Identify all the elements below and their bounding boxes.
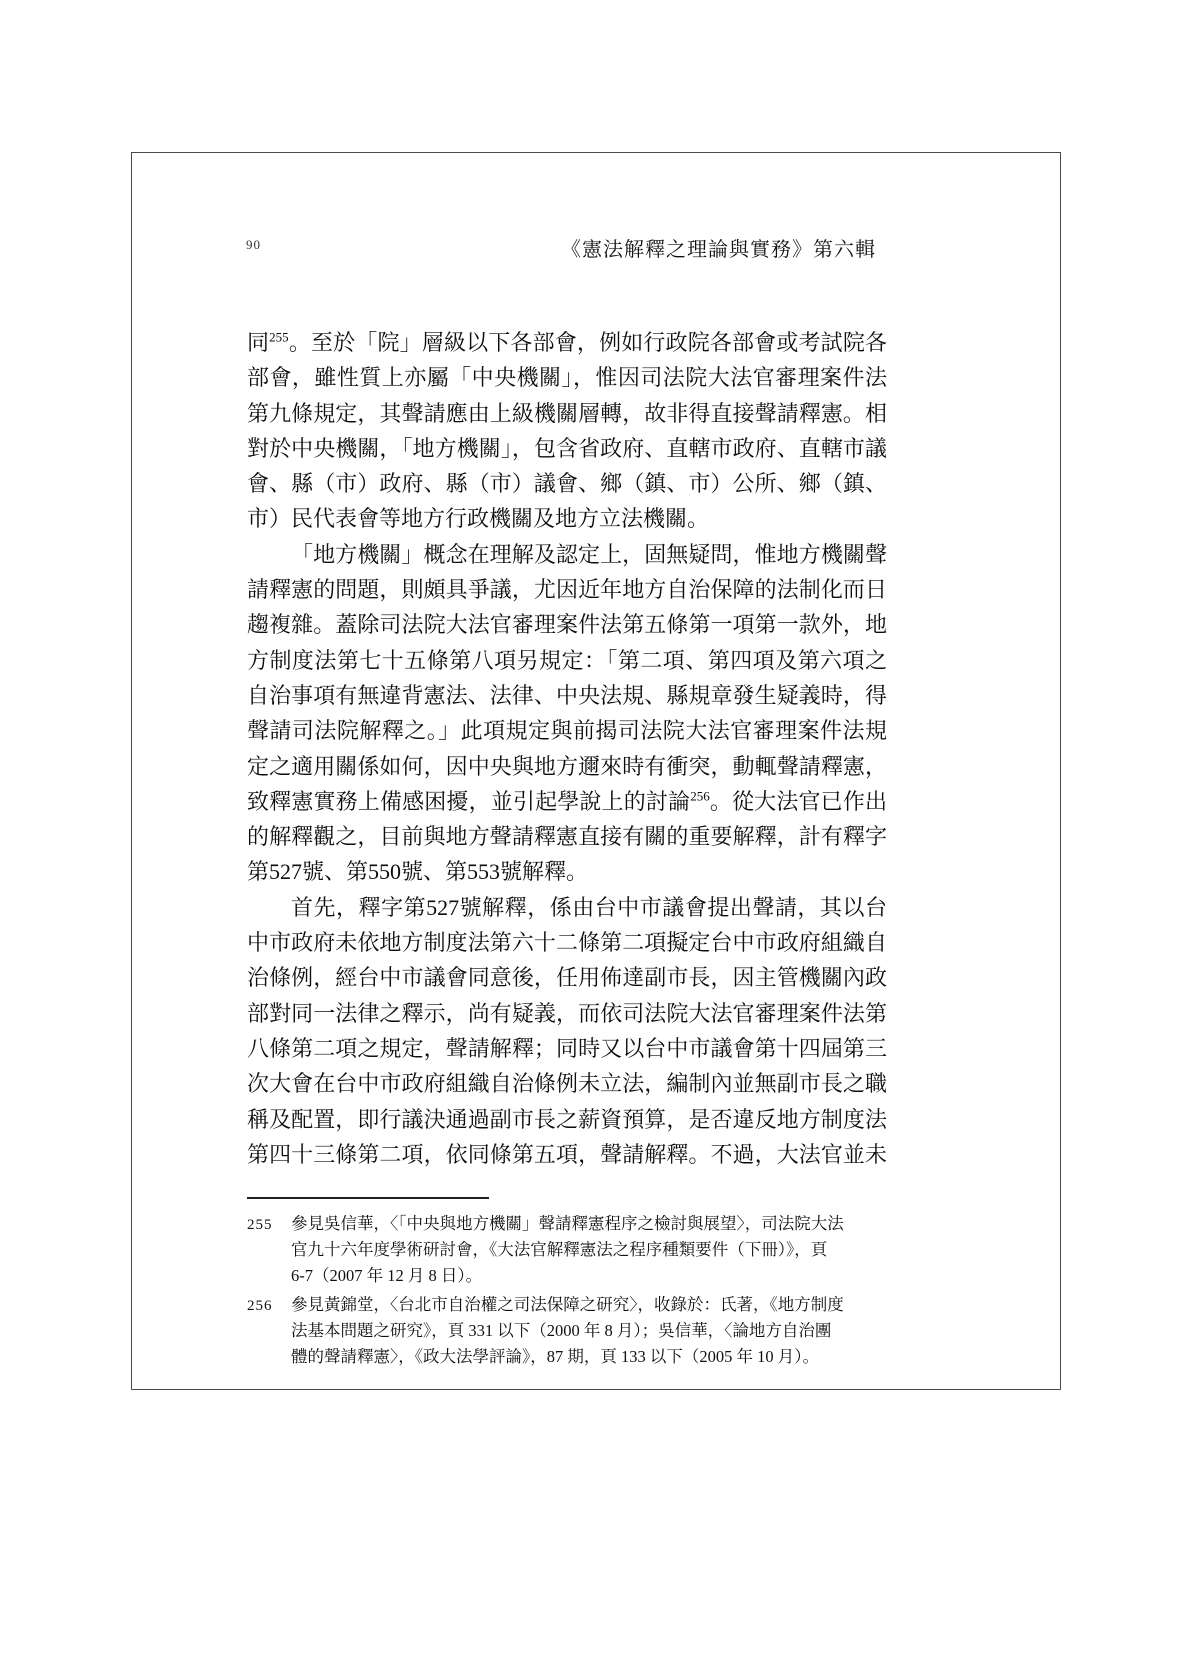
footnote-line: 體的聲請釋憲〉，《政大法學評論》，87 期，頁 133 以下（2005 年 10 月）。 xyxy=(291,1347,819,1366)
body-line: 八條第二項之規定，聲請解釋；同時又以台中市議會第十四屆第三 xyxy=(247,1035,887,1061)
footnote-line: 參見吳信華，〈「中央與地方機關」聲請釋憲程序之檢討與展望〉，司法院大法 xyxy=(291,1214,844,1233)
body-line: 市）民代表會等地方行政機關及地方立法機關。 xyxy=(247,506,710,532)
body-line: 第527號、第550號、第553號解釋。 xyxy=(247,859,589,885)
footnote-number: 255 xyxy=(247,1217,273,1233)
footnote-ref: 256 xyxy=(690,788,710,804)
body-line: 治條例，經台中市議會同意後，任用佈達副市長，因主管機關內政 xyxy=(247,965,887,991)
body-line: 致釋憲實務上備感困擾，並引起學說上的討論$^{256}$。從大法官已作出 xyxy=(247,788,887,814)
footnote-ref: 255 xyxy=(269,329,289,345)
paragraph xyxy=(247,325,887,537)
body-line: 會、縣（市）政府、縣（市）議會、鄉（鎮、市）公所、鄉（鎮、 xyxy=(247,471,887,497)
running-header: 《憲法解釋之理論與實務》第六輯 xyxy=(561,239,876,261)
paragraph xyxy=(247,537,887,890)
body-line: 方制度法第七十五條第八項另規定：「第二項、第四項及第六項之 xyxy=(247,647,887,673)
body-line: 部對同一法律之釋示，尚有疑義，而依司法院大法官審理案件法第 xyxy=(247,1000,887,1026)
body-line: 對於中央機關，「地方機關」，包含省政府、直轄市政府、直轄市議 xyxy=(247,435,887,461)
body-line: 中市政府未依地方制度法第六十二條第二項擬定台中市政府組織自 xyxy=(247,930,887,956)
body-line: 首先，釋字第527號解釋，係由台中市議會提出聲請，其以台 xyxy=(291,894,887,920)
body-line: 的解釋觀之，目前與地方聲請釋憲直接有關的重要解釋，計有釋字 xyxy=(247,824,887,850)
page-number: 90 xyxy=(246,237,261,252)
body-line: 請釋憲的問題，則頗具爭議，尤因近年地方自治保障的法制化而日 xyxy=(247,577,887,603)
footnotes xyxy=(247,1211,899,1373)
document-page xyxy=(131,152,1061,1390)
footnote-line: 6-7（2007 年 12 月 8 日）。 xyxy=(291,1266,483,1285)
body-line: 稱及配置，即行議決通過副市長之薪資預算，是否違反地方制度法 xyxy=(247,1106,887,1132)
footnote-line: 官九十六年度學術研討會，《大法官解釋憲法之程序種類要件（下冊）》，頁 xyxy=(291,1240,828,1259)
footnote xyxy=(247,1211,899,1289)
footnote-line: 法基本問題之研究》，頁 331 以下（2000 年 8 月）；吳信華，〈論地方自治團 xyxy=(291,1321,832,1340)
body-line: 自治事項有無違背憲法、法律、中央法規、縣規章發生疑義時，得 xyxy=(247,682,887,708)
footnote xyxy=(247,1292,899,1370)
footnote-separator xyxy=(247,1197,489,1199)
paragraph xyxy=(247,890,887,1172)
body-line: 趨複雜。蓋除司法院大法官審理案件法第五條第一項第一款外，地 xyxy=(247,612,887,638)
footnote-line: 參見黃錦堂，〈台北市自治權之司法保障之研究〉，收錄於：氏著，《地方制度 xyxy=(291,1295,844,1314)
body-line: 部會，雖性質上亦屬「中央機關」，惟因司法院大法官審理案件法 xyxy=(247,365,887,391)
body-line: 第九條規定，其聲請應由上級機關層轉，故非得直接聲請釋憲。相 xyxy=(247,400,887,426)
body-line: 第四十三條第二項，依同條第五項，聲請解釋。不過，大法官並未 xyxy=(247,1141,887,1167)
body-line: 定之適用關係如何，因中央與地方邇來時有衝突，動輒聲請釋憲， xyxy=(247,753,887,779)
footnote-number: 256 xyxy=(247,1298,273,1314)
body-line: 同$^{255}$。至於「院」層級以下各部會，例如行政院各部會或考試院各 xyxy=(247,329,887,355)
body-line: 「地方機關」概念在理解及認定上，固無疑問，惟地方機關聲 xyxy=(291,541,887,567)
body-line: 次大會在台中市政府組織自治條例未立法，編制內並無副市長之職 xyxy=(247,1071,887,1097)
body-text xyxy=(247,325,887,1172)
body-line: 聲請司法院解釋之。」此項規定與前揭司法院大法官審理案件法規 xyxy=(247,718,887,744)
